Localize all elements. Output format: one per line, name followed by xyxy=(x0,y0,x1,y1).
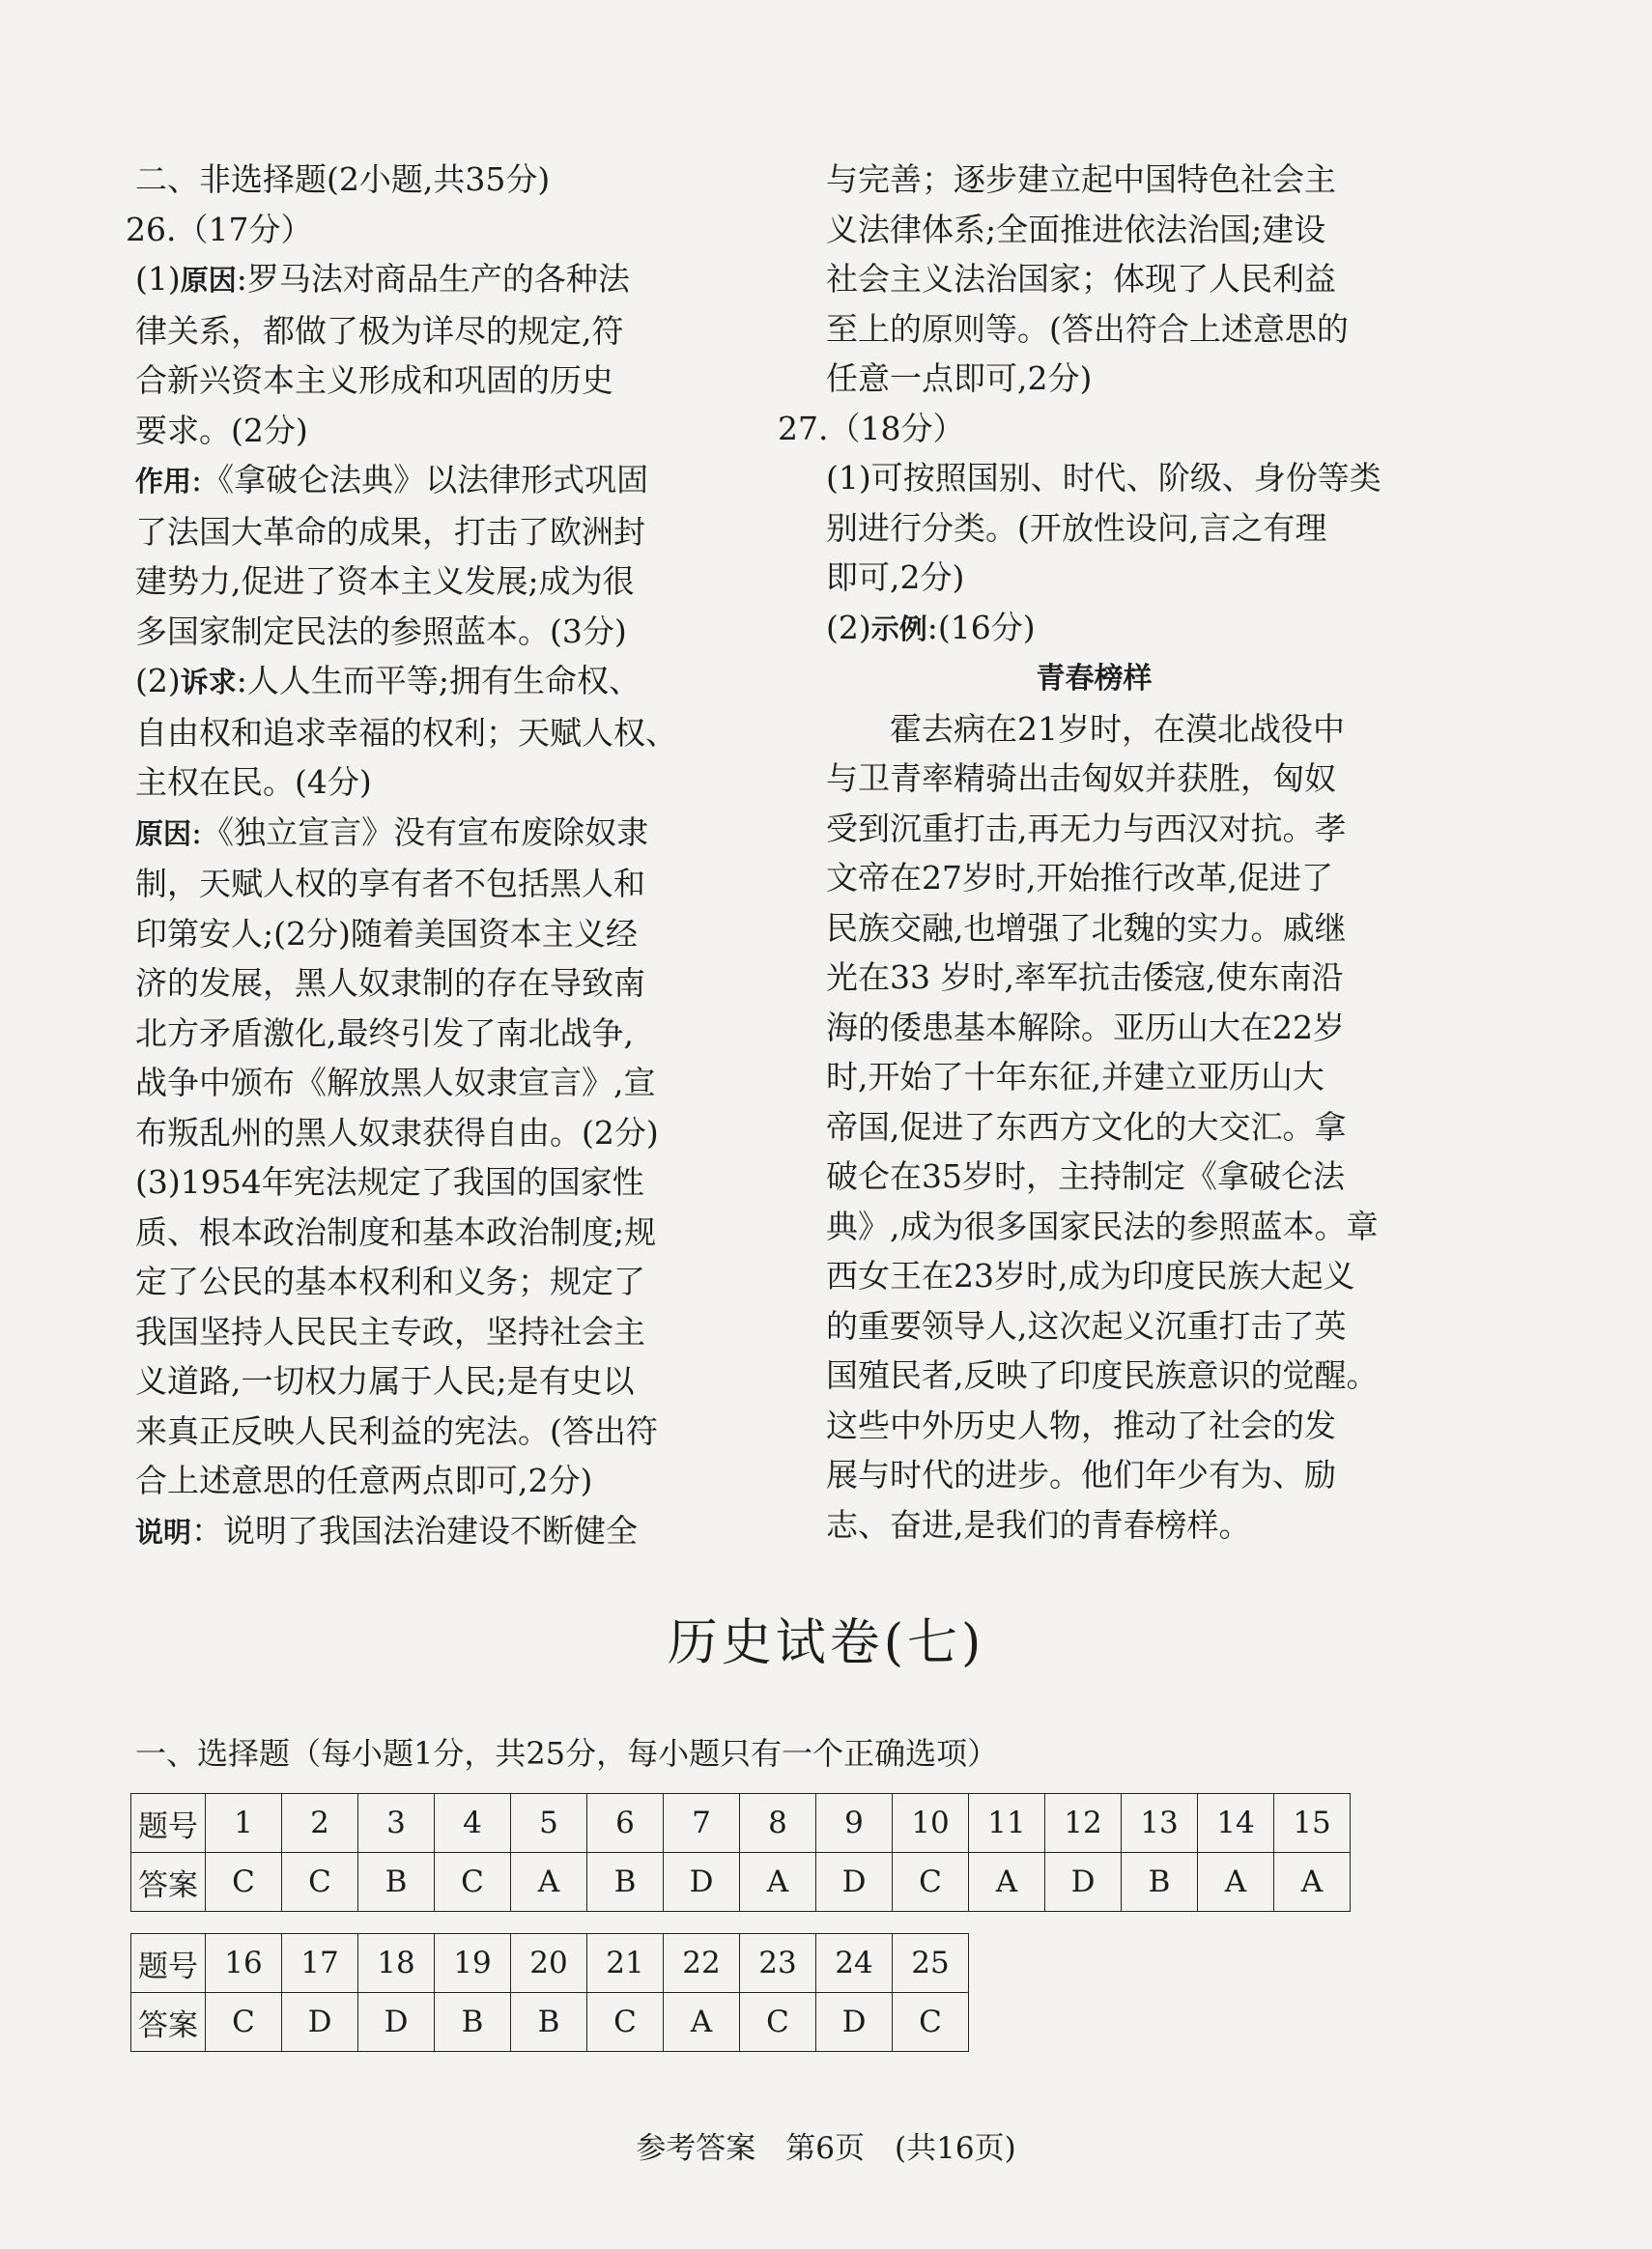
essay-line: 海的倭患基本解除。亚历山大在22岁 xyxy=(826,1008,1345,1046)
question-number-cell: 7 xyxy=(664,1794,740,1853)
essay-line: 文帝在27岁时,开始推行改革,促进了 xyxy=(826,859,1333,897)
row-label-answer: 答案 xyxy=(131,1853,206,1912)
essay-line: 志、奋进,是我们的青春榜样。 xyxy=(826,1505,1251,1544)
q27-answer xyxy=(826,453,1381,654)
question-number-cell: 17 xyxy=(282,1934,358,1993)
answer-line: 多国家制定民法的参照蓝本。(3分) xyxy=(135,612,627,650)
answer-cell: D xyxy=(816,1853,893,1912)
q26-label: 26.（17分） xyxy=(126,210,313,248)
question-number-cell: 18 xyxy=(358,1934,435,1993)
q27-label: 27.（18分） xyxy=(778,409,965,447)
answer-line: 合上述意思的任意两点即可,2分) xyxy=(135,1462,593,1499)
question-number-cell: 16 xyxy=(206,1934,282,1993)
essay-line: 霍去病在21岁时，在漠北战役中 xyxy=(890,709,1345,748)
essay-body xyxy=(826,704,1379,1551)
answer-line: 合新兴资本主义形成和巩固的历史 xyxy=(135,361,613,399)
essay-line: 帝国,促进了东西方文化的大交汇。拿 xyxy=(826,1107,1347,1146)
answer-cell: B xyxy=(587,1853,664,1912)
question-number-cell: 9 xyxy=(816,1794,893,1853)
answer-line: (2)示例:(16分) xyxy=(826,608,1036,646)
answer-line: (1)原因:罗马法对商品生产的各种法 xyxy=(135,260,630,298)
essay-line: 西女王在23岁时,成为印度民族大起义 xyxy=(826,1257,1355,1295)
answer-cell: C xyxy=(282,1853,358,1912)
essay-line: 的重要领导人,这次起义沉重打击了英 xyxy=(826,1306,1347,1345)
answer-cell: A xyxy=(511,1853,587,1912)
answer-cell: B xyxy=(511,1993,587,2052)
answer-cell: C xyxy=(206,1853,282,1912)
section2-heading: 二、非选择题(2小题,共35分) xyxy=(135,160,551,198)
essay-line: 破仑在35岁时，主持制定《拿破仑法 xyxy=(826,1157,1345,1195)
question-number-cell: 14 xyxy=(1198,1794,1274,1853)
answer-label: 诉求 xyxy=(180,666,237,698)
answer-cell: A xyxy=(1274,1853,1351,1912)
essay-line: 时,开始了十年东征,并建立亚历山大 xyxy=(826,1058,1324,1096)
answer-line: 布叛乱州的黑人奴隶获得自由。(2分) xyxy=(135,1113,659,1152)
question-number-cell: 23 xyxy=(740,1934,816,1993)
question-number-cell: 1 xyxy=(206,1794,282,1853)
answer-line: 与完善；逐步建立起中国特色社会主 xyxy=(826,160,1336,198)
answer-line: 我国坚持人民民主专政，坚持社会主 xyxy=(135,1312,645,1351)
question-number-cell: 25 xyxy=(893,1934,969,1993)
page-footer: 参考答案 第6页 (共16页) xyxy=(636,2131,1016,2166)
answer-cell: D xyxy=(282,1993,358,2052)
answer-line: 印第安人;(2分)随着美国资本主义经 xyxy=(135,914,638,953)
question-number-cell: 24 xyxy=(816,1934,893,1993)
essay-line: 展与时代的进步。他们年少有为、励 xyxy=(826,1456,1336,1494)
left-column xyxy=(126,155,734,1557)
question-number-cell: 21 xyxy=(587,1934,664,1993)
answer-cell: B xyxy=(358,1853,435,1912)
answer-cell: D xyxy=(664,1853,740,1912)
essay-line: 民族交融,也增强了北魏的实力。戚继 xyxy=(826,908,1347,947)
answer-line: 济的发展，黑人奴隶制的存在导致南 xyxy=(135,964,645,1002)
question-number-cell: 3 xyxy=(358,1794,435,1853)
answer-line: 即可,2分) xyxy=(826,558,965,596)
answer-cell: A xyxy=(664,1993,740,2052)
question-number-cell: 4 xyxy=(435,1794,511,1853)
answer-line: 要求。(2分) xyxy=(135,411,308,449)
answer-line: 义法律体系;全面推进依法治国;建设 xyxy=(826,210,1326,248)
answer-cell: A xyxy=(1198,1853,1274,1912)
answer-cell: C xyxy=(740,1993,816,2052)
answer-line: 定了公民的基本权利和义务；规定了 xyxy=(135,1263,645,1300)
q26-continuation xyxy=(826,155,1362,404)
essay-title: 青春榜样 xyxy=(1036,662,1153,696)
question-number-cell: 20 xyxy=(511,1934,587,1993)
answer-line: 律关系，都做了极为详尽的规定,符 xyxy=(135,311,624,350)
answer-cell: A xyxy=(740,1853,816,1912)
answer-cell: C xyxy=(893,1853,969,1912)
question-number-cell: 2 xyxy=(282,1794,358,1853)
answer-table-1 xyxy=(130,1793,1351,1912)
answer-line: 来真正反映人民利益的宪法。(答出符 xyxy=(135,1411,658,1450)
answer-cell: D xyxy=(816,1993,893,2052)
answer-label: 原因 xyxy=(180,264,237,297)
question-number-cell: 10 xyxy=(893,1794,969,1853)
answer-line: 说明：说明了我国法治建设不断健全 xyxy=(135,1511,639,1550)
answer-cell: C xyxy=(587,1993,664,2052)
essay-line: 典》,成为很多国家民法的参照蓝本。章 xyxy=(826,1207,1379,1245)
question-number-cell: 22 xyxy=(664,1934,740,1993)
question-number-cell: 11 xyxy=(969,1794,1045,1853)
answer-line: 北方矛盾激化,最终引发了南北战争, xyxy=(135,1013,634,1052)
answer-cell: C xyxy=(893,1993,969,2052)
answer-label: 作用 xyxy=(135,465,192,498)
row-label-question: 题号 xyxy=(131,1794,206,1853)
answer-cell: B xyxy=(1122,1853,1198,1912)
essay-line: 光在33 岁时,率军抗击倭寇,使东南沿 xyxy=(826,958,1344,996)
question-number-cell: 12 xyxy=(1045,1794,1122,1853)
question-number-cell: 6 xyxy=(587,1794,664,1853)
question-number-cell: 5 xyxy=(511,1794,587,1853)
answer-table-2 xyxy=(130,1933,969,2052)
section1-heading: 一、选择题（每小题1分，共25分，每小题只有一个正确选项） xyxy=(135,1735,999,1772)
answer-line: (2)诉求:人人生而平等;拥有生命权、 xyxy=(135,662,641,699)
row-label-question: 题号 xyxy=(131,1934,206,1993)
answer-cell: D xyxy=(1045,1853,1122,1912)
answer-line: 社会主义法治国家；体现了人民利益 xyxy=(826,260,1336,298)
answer-label: 说明 xyxy=(135,1515,192,1549)
answer-label: 示例 xyxy=(870,612,927,645)
answer-line: 了法国大革命的成果，打击了欧洲封 xyxy=(135,512,645,551)
answer-line: 至上的原则等。(答出符合上述意思的 xyxy=(826,309,1349,348)
q26-answer xyxy=(135,254,734,1557)
question-number-cell: 19 xyxy=(435,1934,511,1993)
answer-line: 原因:《独立宣言》没有宣布废除奴隶 xyxy=(135,812,649,851)
answer-cell: C xyxy=(435,1853,511,1912)
answer-cell: C xyxy=(206,1993,282,2052)
answer-cell: D xyxy=(358,1993,435,2052)
answer-line: 建势力,促进了资本主义发展;成为很 xyxy=(135,562,635,600)
answer-line: (3)1954年宪法规定了我国的国家性 xyxy=(135,1163,644,1201)
row-label-answer: 答案 xyxy=(131,1993,206,2052)
answer-cell: B xyxy=(435,1993,511,2052)
answer-line: 主权在民。(4分) xyxy=(135,763,372,801)
answer-line: 自由权和追求幸福的权利；天赋人权、 xyxy=(135,713,677,752)
essay-line: 与卫青率精骑出击匈奴并获胜，匈奴 xyxy=(826,759,1336,797)
answer-line: 任意一点即可,2分) xyxy=(826,359,1093,397)
question-number-cell: 8 xyxy=(740,1794,816,1853)
question-number-cell: 13 xyxy=(1122,1794,1198,1853)
essay-line: 受到沉重打击,再无力与西汉对抗。孝 xyxy=(826,809,1347,847)
answer-line: (1)可按照国别、时代、阶级、身份等类 xyxy=(826,459,1381,497)
answer-line: 别进行分类。(开放性设问,言之有理 xyxy=(826,508,1327,547)
answer-line: 义道路,一切权力属于人民;是有史以 xyxy=(135,1362,635,1400)
essay-line: 国殖民者,反映了印度民族意识的觉醒。 xyxy=(826,1356,1379,1394)
right-column xyxy=(778,155,1381,1550)
essay-line: 这些中外历史人物，推动了社会的发 xyxy=(826,1406,1336,1444)
exam-title: 历史试卷(七) xyxy=(667,1614,985,1672)
answer-line: 质、根本政治制度和基本政治制度;规 xyxy=(135,1212,657,1251)
answer-label: 原因 xyxy=(135,816,192,850)
answer-cell: A xyxy=(969,1853,1045,1912)
question-number-cell: 15 xyxy=(1274,1794,1351,1853)
answer-line: 战争中颁布《解放黑人奴隶宣言》,宣 xyxy=(135,1064,656,1101)
answer-line: 作用:《拿破仑法典》以法律形式巩固 xyxy=(135,461,649,498)
answer-line: 制，天赋人权的享有者不包括黑人和 xyxy=(135,865,645,902)
